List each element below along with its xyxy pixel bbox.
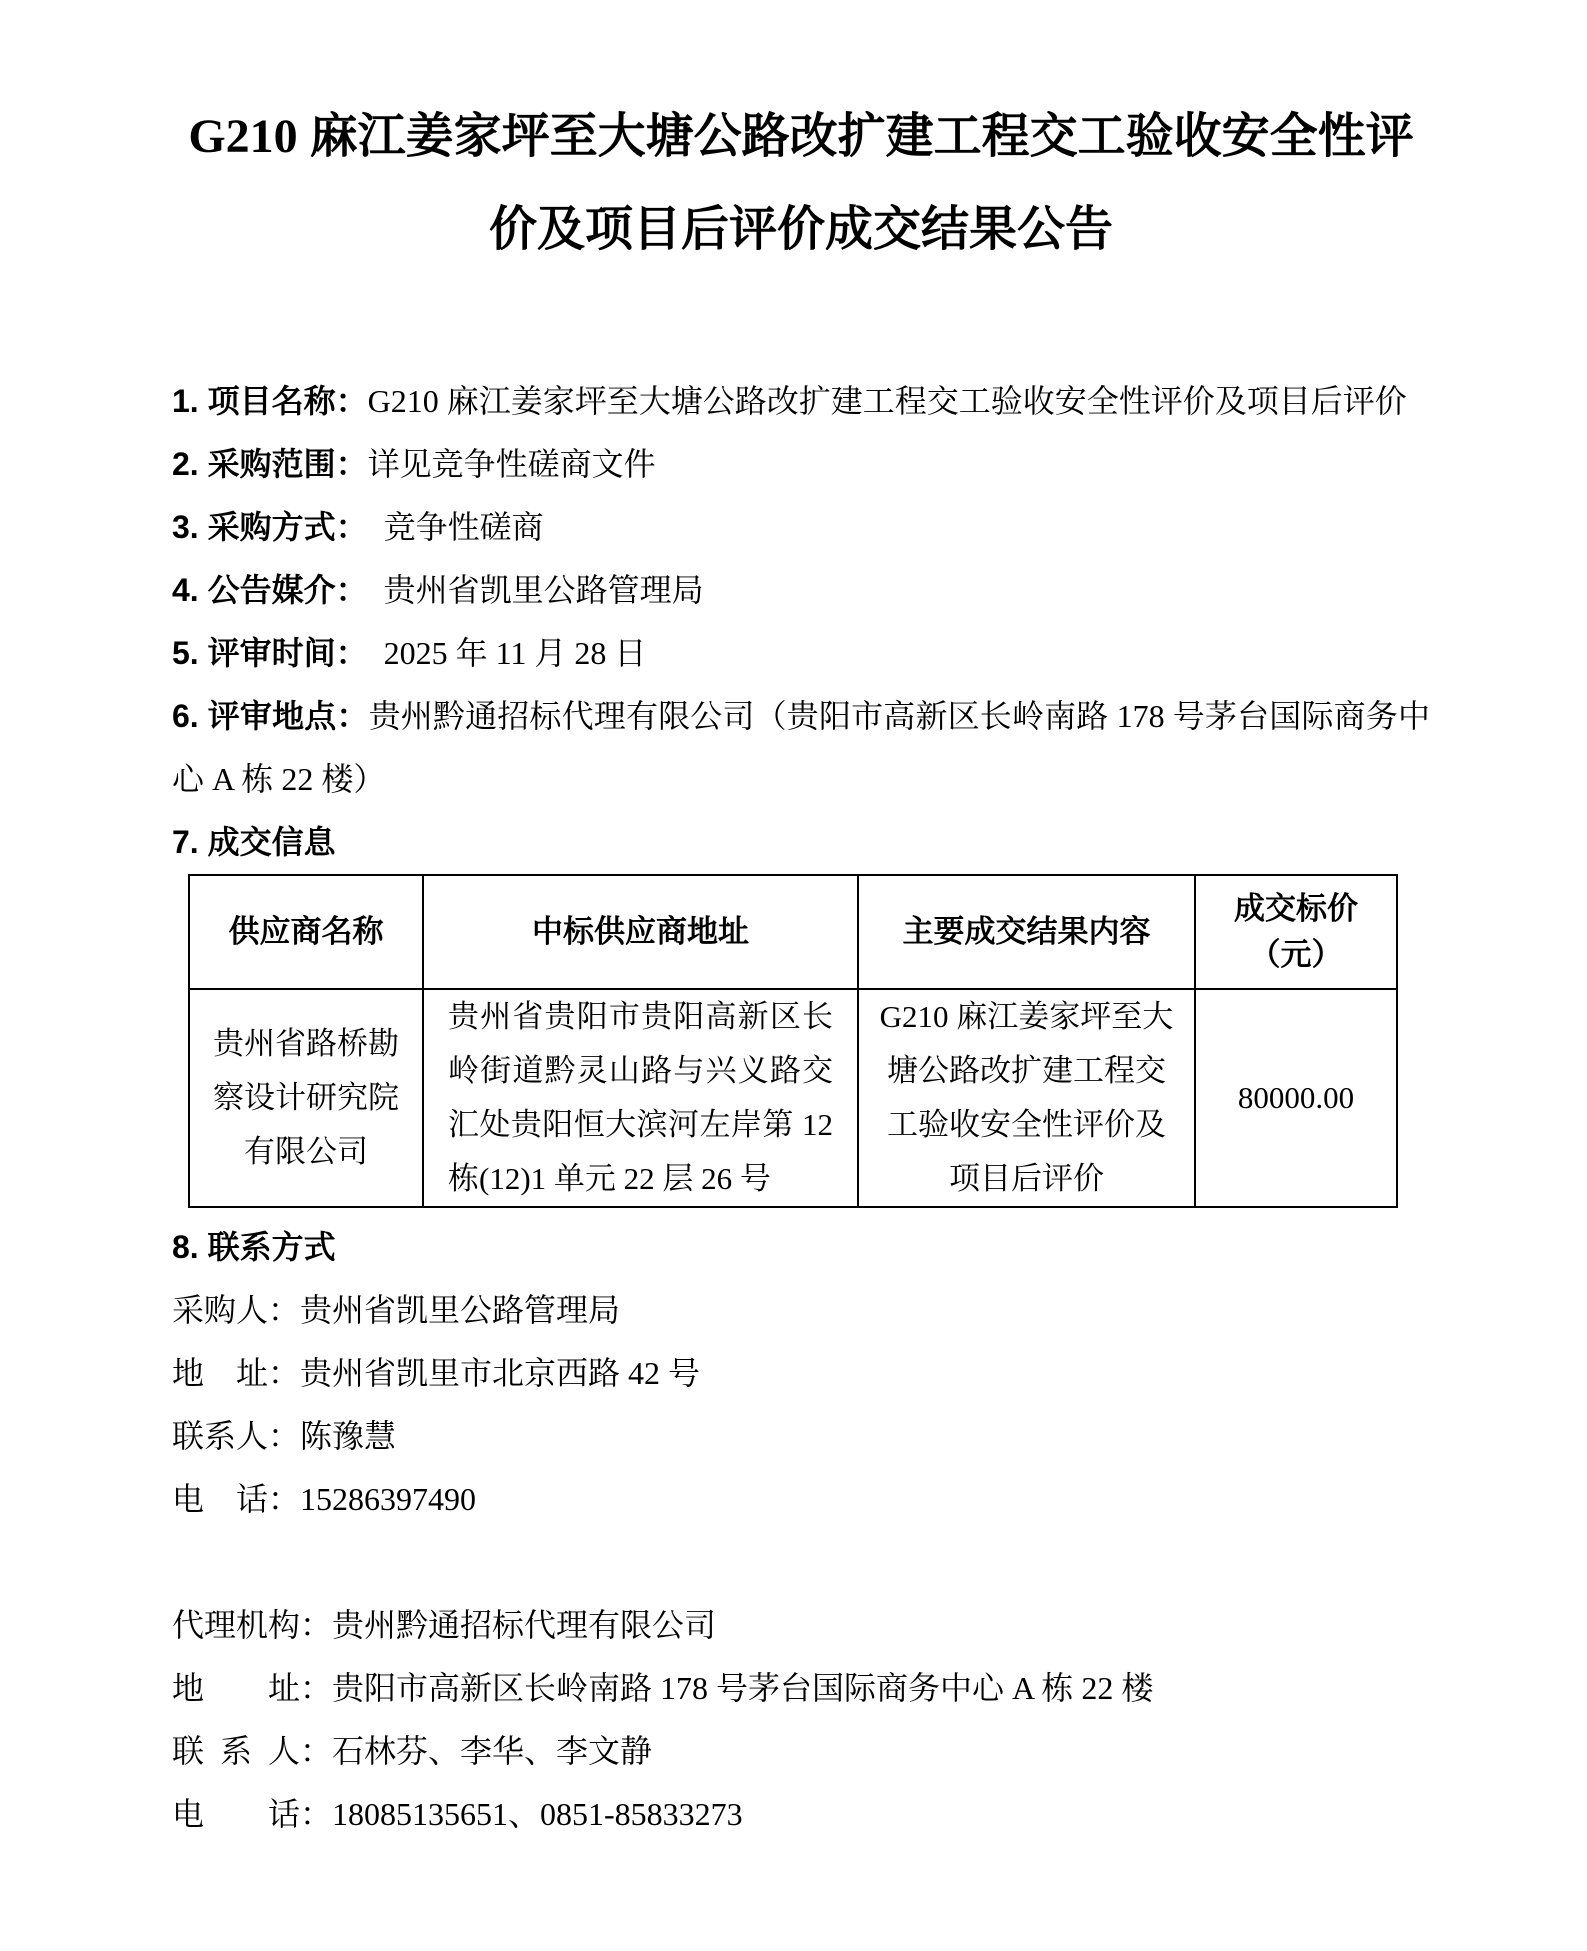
- item-3-label: 3. 采购方式：: [172, 509, 352, 545]
- item-3-value: 竞争性磋商: [351, 509, 544, 545]
- cell-supplier-name: 贵州省路桥勘察设计研究院有限公司: [189, 989, 423, 1207]
- title-line-2: 价及项目后评价成交结果公告: [488, 203, 1113, 256]
- deal-info-heading: [172, 811, 1430, 874]
- item-2-value: 详见竞争性磋商文件: [367, 446, 656, 482]
- item-6-value: 贵州黔通招标代理有限公司（贵阳市高新区长岭南路 178 号茅台国际商务中心 A 栋 22 楼）: [172, 698, 1430, 797]
- contact-purchaser-phone: 电 话：15286397490: [172, 1481, 477, 1517]
- item-4-value: 贵州省凯里公路管理局: [351, 572, 704, 608]
- contact-spacer-line: [172, 1531, 1430, 1594]
- contact-heading: 8. 联系方式: [172, 1229, 336, 1265]
- list-item-project-name: [172, 370, 1430, 433]
- contact-agency-address: 地 址：贵阳市高新区长岭南路 178 号茅台国际商务中心 A 栋 22 楼: [172, 1670, 1154, 1706]
- cell-result-content: G210 麻江姜家坪至大塘公路改扩建工程交工验收安全性评价及项目后评价: [858, 989, 1195, 1207]
- list-item-announce-media: [172, 559, 1430, 622]
- list-item-review-time: [172, 622, 1430, 685]
- contact-agency: 代理机构：贵州黔通招标代理有限公司: [172, 1607, 717, 1643]
- item-4-label: 4. 公告媒介：: [172, 572, 352, 608]
- contact-purchaser-person: 联系人：陈豫慧: [172, 1418, 397, 1454]
- item-2-label: 2. 采购范围：: [172, 446, 368, 482]
- contact-agency-phones: 电 话：18085135651、0851-85833273: [172, 1796, 743, 1832]
- contact-purchaser: 采购人：贵州省凯里公路管理局: [172, 1292, 621, 1328]
- cell-supplier-address: 贵州省贵阳市贵阳高新区长岭街道黔灵山路与兴义路交汇处贵阳恒大滨河左岸第 12 栋(12)1 单元 22 层 26 号: [423, 989, 858, 1207]
- deal-result-table: [188, 874, 1398, 1208]
- col-header-supplier-name: 供应商名称: [189, 875, 423, 989]
- deal-table-header: [189, 875, 1397, 989]
- info-list: [172, 370, 1430, 874]
- deal-table-body: [189, 989, 1397, 1207]
- col-header-price: 成交标价（元）: [1195, 875, 1397, 989]
- list-item-procure-scope: [172, 433, 1430, 496]
- item-1-value: G210 麻江姜家坪至大塘公路改扩建工程交工验收安全性评价及项目后评价: [367, 383, 1407, 419]
- title-line-1: G210 麻江姜家坪至大塘公路改扩建工程交工验收安全性评: [188, 110, 1414, 163]
- item-1-label: 1. 项目名称：: [172, 383, 368, 419]
- list-item-review-place: [172, 685, 1430, 811]
- item-5-label: 5. 评审时间：: [172, 635, 352, 671]
- cell-price: 80000.00: [1195, 989, 1397, 1207]
- item-7-label: 7. 成交信息: [172, 824, 336, 860]
- table-header-row: [189, 875, 1397, 989]
- item-6-label: 6. 评审地点：: [172, 698, 369, 734]
- list-item-procure-method: [172, 496, 1430, 559]
- item-5-value: 2025 年 11 月 28 日: [351, 635, 647, 671]
- col-header-result-content: 主要成交结果内容: [858, 875, 1195, 989]
- contact-agency-persons: 联 系 人：石林芬、李华、李文静: [172, 1733, 653, 1769]
- document-title: [172, 90, 1430, 276]
- contact-block: [172, 1279, 1430, 1846]
- col-header-supplier-address: 中标供应商地址: [423, 875, 858, 989]
- contact-purchaser-address: 地 址：贵州省凯里市北京西路 42 号: [172, 1355, 701, 1391]
- table-row: [189, 989, 1397, 1207]
